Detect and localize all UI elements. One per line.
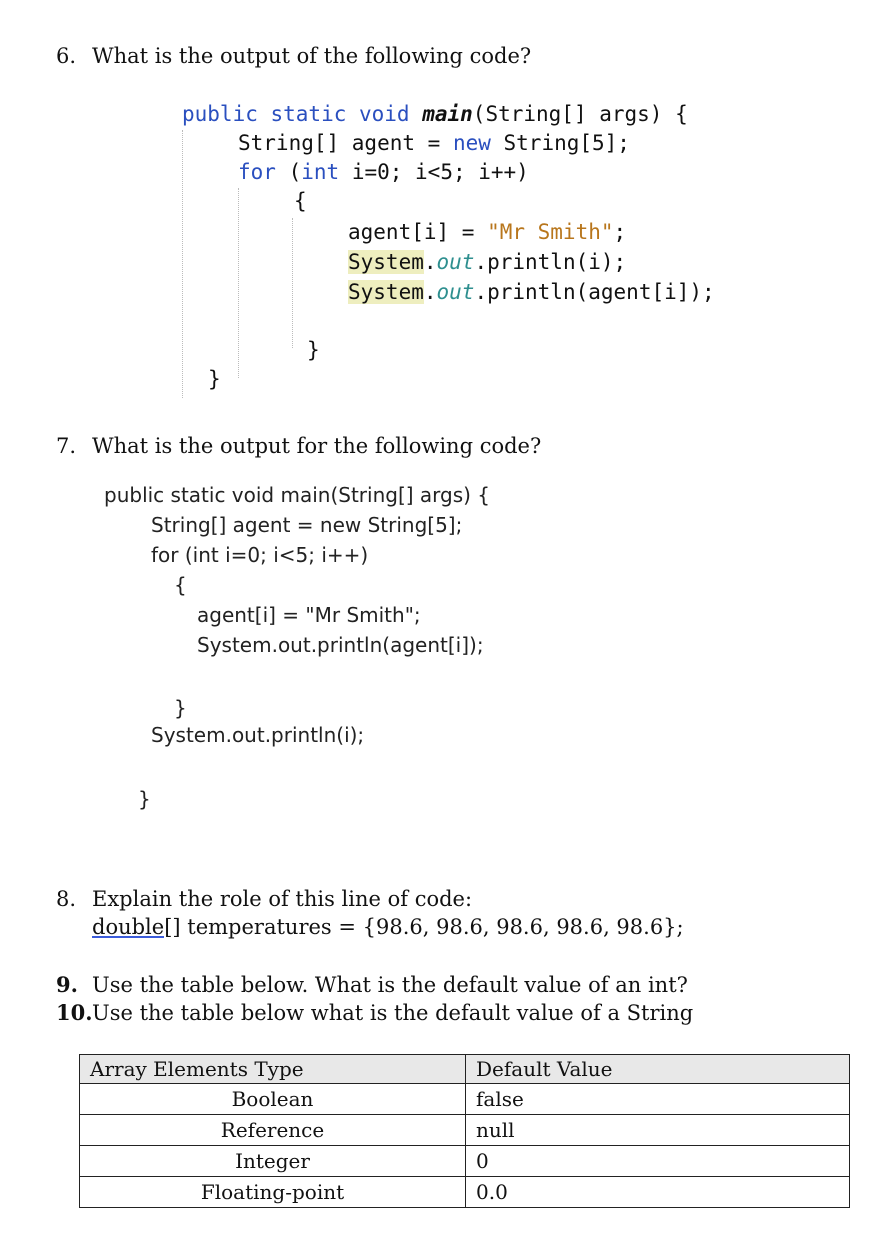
code-line: for (int i=0; i<5; i++)	[238, 160, 529, 184]
table-cell: 0.0	[466, 1177, 850, 1208]
table-row	[80, 1146, 850, 1177]
table-header-cell: Default Value	[466, 1055, 850, 1084]
table-cell: Reference	[80, 1115, 466, 1146]
code-line: {	[174, 573, 187, 597]
question-7	[56, 434, 541, 458]
table-row	[80, 1084, 850, 1115]
code-line: }	[174, 696, 187, 720]
table-cell: Integer	[80, 1146, 466, 1177]
table-row	[80, 1115, 850, 1146]
code-line: {	[294, 189, 307, 213]
table-cell: false	[466, 1084, 850, 1115]
code-line: for (int i=0; i<5; i++)	[151, 543, 369, 567]
code-type: double[]	[92, 915, 181, 939]
question-10	[56, 1000, 693, 1025]
code-line: String[] agent = new String[5];	[151, 513, 463, 537]
question-7-text: What is the output for the following code?	[92, 434, 542, 458]
table-cell: null	[466, 1115, 850, 1146]
table-row	[80, 1177, 850, 1208]
question-10-text: Use the table below what is the default value of a String	[92, 1001, 694, 1025]
code-block-q6	[182, 100, 782, 400]
code-line: agent[i] = "Mr Smith";	[348, 220, 627, 244]
code-rest: temperatures = {98.6, 98.6, 98.6, 98.6, 98.6};	[180, 915, 684, 939]
indent-guide	[292, 218, 293, 348]
question-10-number: 10.	[56, 1000, 93, 1025]
code-line: public static void main(String[] args) {	[104, 483, 491, 507]
default-values-table	[79, 1054, 850, 1208]
question-6-text: What is the output of the following code?	[92, 44, 532, 68]
code-line: agent[i] = "Mr Smith";	[197, 603, 421, 627]
question-8-text: Explain the role of this line of code:	[92, 887, 473, 911]
indent-guide	[238, 188, 239, 378]
code-line: System.out.println(agent[i]);	[197, 633, 484, 657]
question-8-number: 8.	[56, 887, 77, 911]
question-6-number: 6.	[56, 44, 77, 68]
code-line: public static void main(String[] args) {	[182, 102, 688, 126]
code-line: System.out.println(i);	[151, 723, 365, 747]
code-line: }	[208, 367, 221, 391]
question-8	[56, 887, 472, 911]
code-line: String[] agent = new String[5];	[238, 131, 630, 155]
question-7-number: 7.	[56, 434, 77, 458]
indent-guide	[182, 130, 183, 398]
table-header-row	[80, 1055, 850, 1084]
question-9-number: 9.	[56, 972, 78, 997]
code-line: System.out.println(agent[i]);	[348, 280, 715, 304]
question-9	[56, 972, 688, 997]
question-9-text: Use the table below. What is the default value of an int?	[92, 973, 688, 997]
table-header-cell: Array Elements Type	[80, 1055, 466, 1084]
code-line: System.out.println(i);	[348, 250, 627, 274]
code-line: }	[138, 787, 151, 811]
table-cell: 0	[466, 1146, 850, 1177]
table-cell: Floating-point	[80, 1177, 466, 1208]
table-cell: Boolean	[80, 1084, 466, 1115]
code-line: }	[307, 338, 320, 362]
question-6	[56, 44, 531, 68]
question-8-code	[92, 915, 684, 939]
code-block-q7	[104, 480, 704, 810]
